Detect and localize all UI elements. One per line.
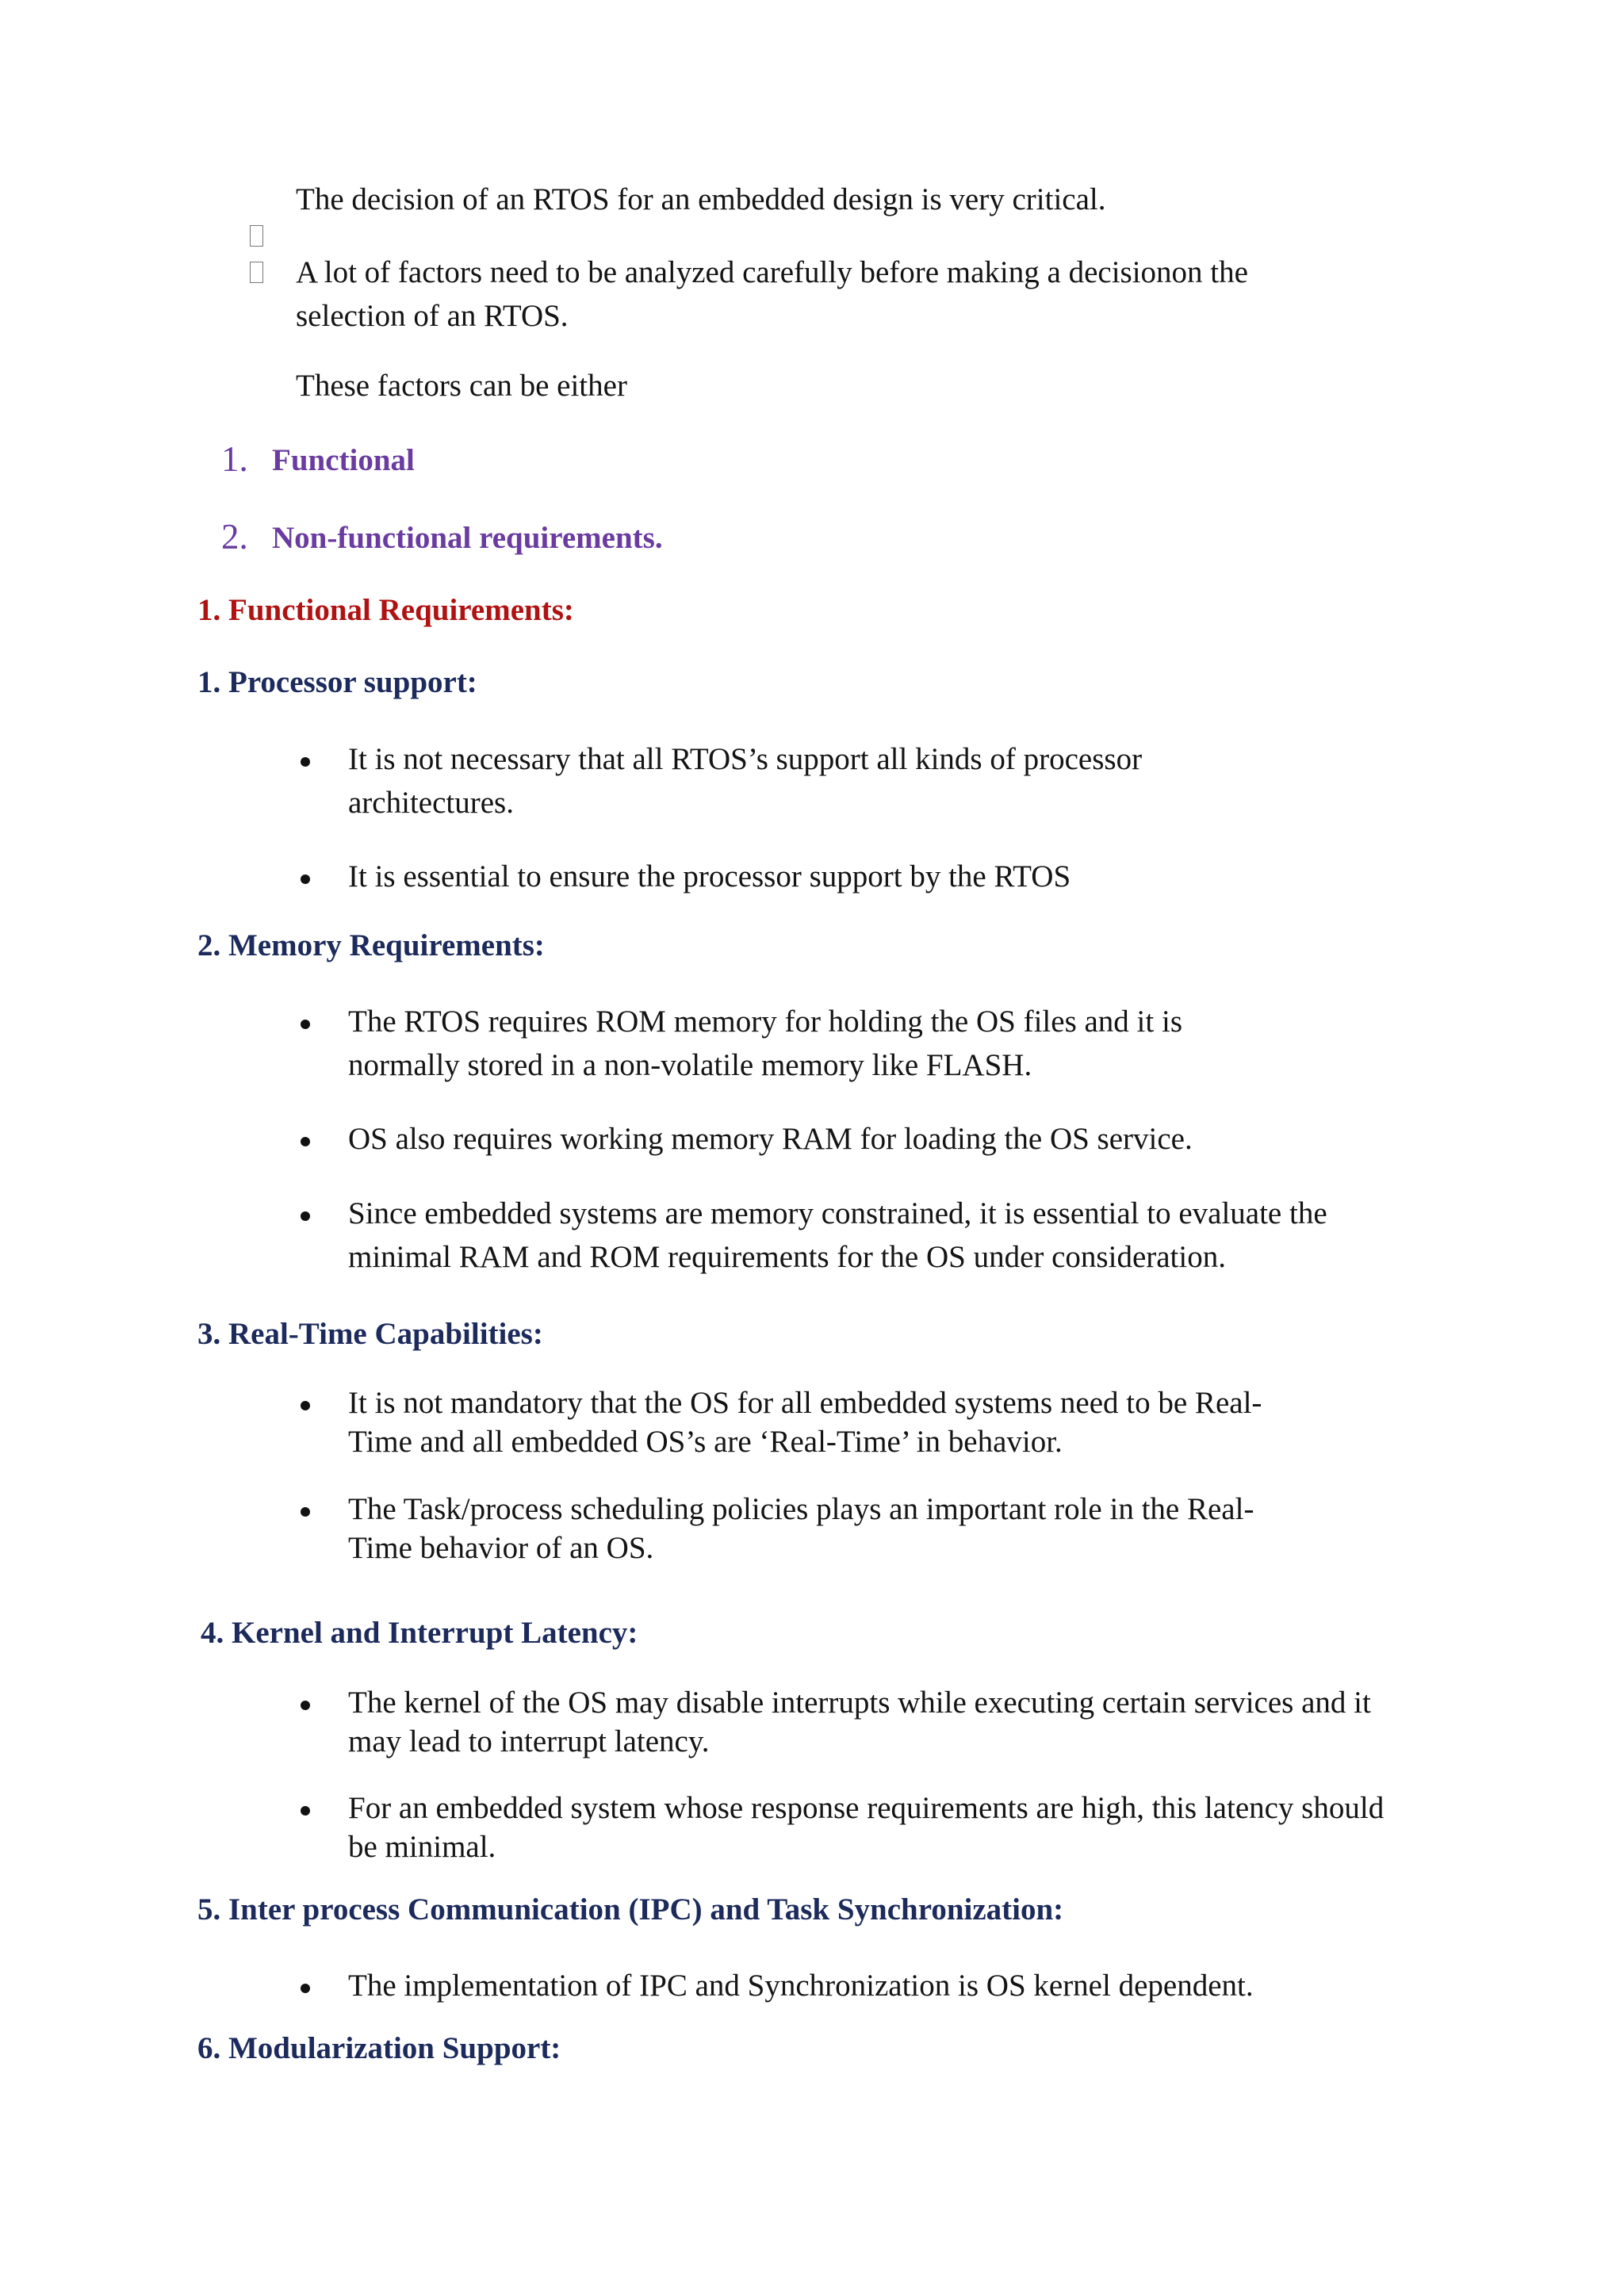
bullet-text: For an embedded system whose response requirements are high, this latency should xyxy=(348,1791,1385,1825)
requirement-heading-kernel-latency: 4. Kernel and Interrupt Latency: xyxy=(201,1616,638,1650)
section-title: 1. Functional Requirements: xyxy=(197,593,574,627)
bullet-text: be minimal. xyxy=(348,1830,496,1864)
bullet-text: may lead to interrupt latency. xyxy=(348,1724,710,1758)
bullet-icon xyxy=(301,1211,310,1221)
requirement-heading-memory: 2. Memory Requirements: xyxy=(197,928,545,962)
missing-glyph-box-icon xyxy=(250,225,263,247)
requirement-heading-processor-support: 1. Processor support: xyxy=(197,665,477,699)
factor-number: 2. xyxy=(221,517,248,557)
bullet-text: The Task/process scheduling policies plays an important role in the Real- xyxy=(348,1492,1254,1526)
bullet-text: architectures. xyxy=(348,786,514,820)
intro-line-3: selection of an RTOS. xyxy=(296,299,569,333)
missing-glyph-box-icon xyxy=(250,262,263,283)
bullet-text: Time and all embedded OS’s are ‘Real-Time’ in behavior. xyxy=(348,1425,1063,1459)
bullet-icon xyxy=(301,1806,310,1816)
bullet-icon xyxy=(301,757,310,767)
bullet-text: It is essential to ensure the processor support by the RTOS xyxy=(348,859,1071,894)
bullet-text: OS also requires working memory RAM for loading the OS service. xyxy=(348,1122,1193,1156)
bullet-text: It is not mandatory that the OS for all embedded systems need to be Real- xyxy=(348,1386,1262,1420)
bullet-text: The RTOS requires ROM memory for holding the OS files and it is xyxy=(348,1004,1182,1039)
bullet-icon xyxy=(301,1137,310,1146)
factor-label-non-functional: Non-functional requirements. xyxy=(272,521,663,555)
bullet-icon xyxy=(301,1401,310,1410)
intro-line-1: The decision of an RTOS for an embedded design is very critical. xyxy=(296,182,1106,216)
requirement-heading-real-time: 3. Real-Time Capabilities: xyxy=(197,1317,543,1351)
bullet-text: The kernel of the OS may disable interrupts while executing certain services and it xyxy=(348,1686,1371,1720)
requirement-heading-ipc: 5. Inter process Communication (IPC) and Task Synchronization: xyxy=(197,1892,1064,1927)
bullet-text: The implementation of IPC and Synchronization is OS kernel dependent. xyxy=(348,1969,1254,2003)
bullet-text: minimal RAM and ROM requirements for the OS under consideration. xyxy=(348,1240,1226,1274)
bullet-text: Since embedded systems are memory constrained, it is essential to evaluate the xyxy=(348,1196,1327,1230)
intro-line-2: A lot of factors need to be analyzed carefully before making a decisionon the xyxy=(296,255,1248,289)
intro-line-4: These factors can be either xyxy=(296,369,627,403)
factor-label-functional: Functional xyxy=(272,443,415,477)
bullet-icon xyxy=(301,1701,310,1710)
bullet-icon xyxy=(301,1020,310,1029)
factor-number: 1. xyxy=(221,439,248,479)
bullet-text: It is not necessary that all RTOS’s support all kinds of processor xyxy=(348,742,1143,776)
bullet-text: normally stored in a non-volatile memory like FLASH. xyxy=(348,1048,1032,1082)
requirement-heading-modularization: 6. Modularization Support: xyxy=(197,2031,561,2065)
bullet-icon xyxy=(301,1507,310,1517)
bullet-text: Time behavior of an OS. xyxy=(348,1531,654,1565)
bullet-icon xyxy=(301,1984,310,1993)
bullet-icon xyxy=(301,874,310,884)
